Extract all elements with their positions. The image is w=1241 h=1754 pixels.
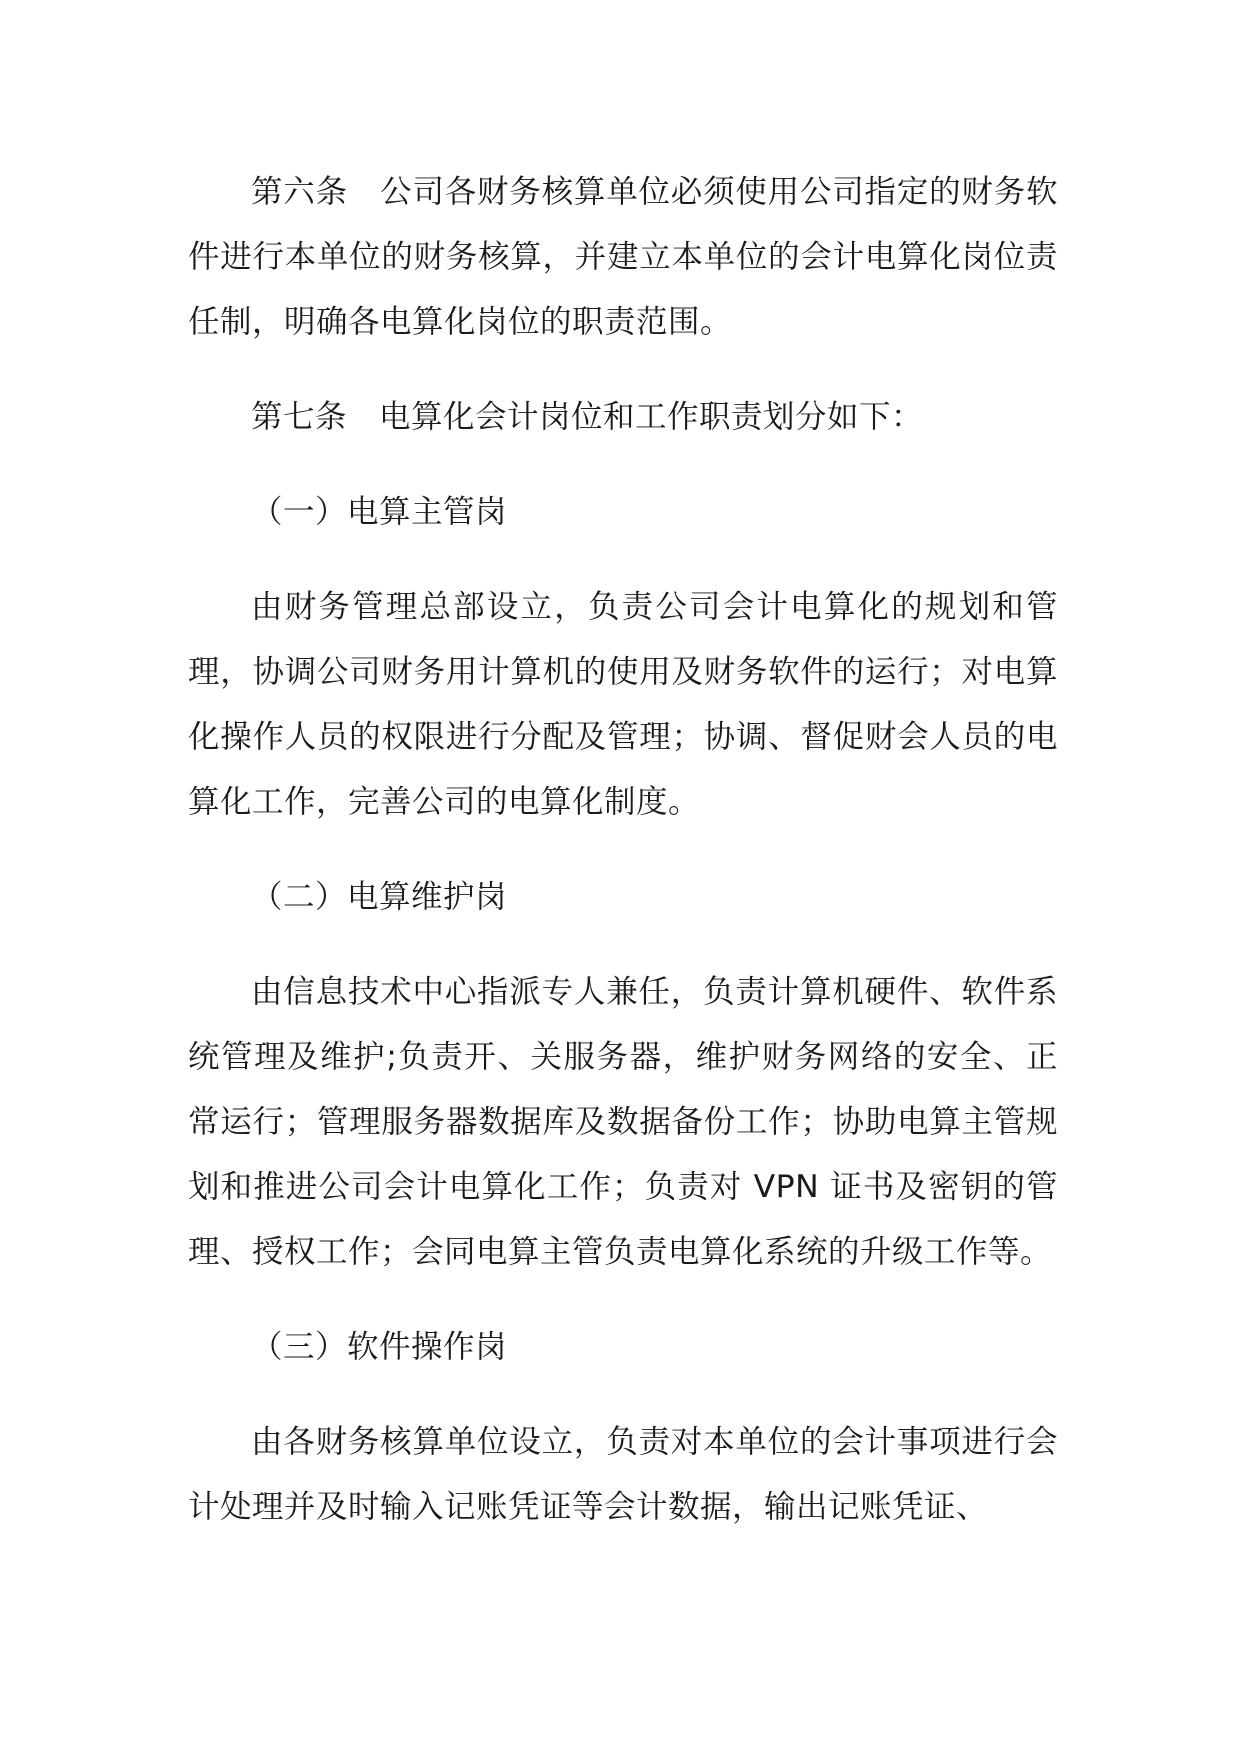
- section-1-paragraph: 由财务管理总部设立，负责公司会计电算化的规划和管理，协调公司财务用计算机的使用及财务软件的运行；对电算化操作人员的权限进行分配及管理；协调、督促财会人员的电算化工作，完善公司的电算化制度。: [188, 589, 1058, 820]
- section-2-heading: （二）电算维护岗: [251, 879, 508, 915]
- section-1-heading: （一）电算主管岗: [251, 494, 508, 530]
- document-body: [188, 160, 1058, 1570]
- article-6-paragraph: 第六条 公司各财务核算单位必须使用公司指定的财务软件进行本单位的财务核算，并建立本单位的会计电算化岗位责任制，明确各电算化岗位的职责范围。: [188, 174, 1058, 340]
- article-7-paragraph: 第七条 电算化会计岗位和工作职责划分如下：: [251, 399, 924, 435]
- section-2-paragraph: 由信息技术中心指派专人兼任，负责计算机硬件、软件系统管理及维护;负责开、关服务器，维护财务网络的安全、正常运行；管理服务器数据库及数据备份工作；协助电算主管规划和推进公司会计电算化工作；负责对 VPN 证书及密钥的管理、授权工作；会同电算主管负责电算化系统的升级工作等。: [188, 974, 1058, 1270]
- section-3-paragraph: 由各财务核算单位设立，负责对本单位的会计事项进行会计处理并及时输入记账凭证等会计数据，输出记账凭证、: [188, 1424, 1058, 1525]
- section-3-heading: （三）软件操作岗: [251, 1329, 508, 1365]
